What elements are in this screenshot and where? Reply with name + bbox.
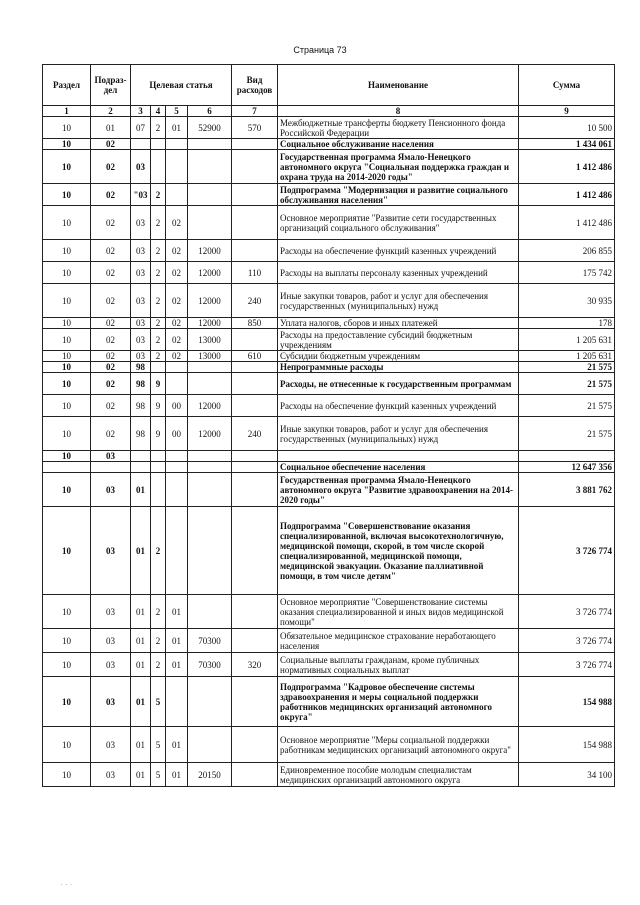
- table-row: [43, 417, 615, 451]
- program-code-cell: 01: [131, 507, 151, 595]
- event-code-cell: 01: [166, 629, 188, 653]
- expense-type-cell: [232, 473, 278, 507]
- name-cell: Подпрограмма "Совершенствование оказания специализированной, включая высокотехнологичную, медицинской помощи, скорой, в том числе скорой специализированной, медицинской помощи, медицинской эвакуации. Оказание паллиативной помощи, в том числе детям": [278, 507, 519, 595]
- event-code-cell: 01: [166, 763, 188, 787]
- razdel-cell: 10: [43, 284, 91, 318]
- header-row: [43, 65, 615, 106]
- table-row: [43, 629, 615, 653]
- col-number: 2: [91, 106, 131, 117]
- direction-code-cell: [188, 507, 232, 595]
- table-row: [43, 206, 615, 240]
- name-cell: Социальное обслуживание населения: [278, 139, 519, 150]
- direction-code-cell: [188, 139, 232, 150]
- podrazdel-cell: 03: [91, 595, 131, 629]
- table-row: [43, 329, 615, 351]
- subprogram-code-cell: [151, 473, 166, 507]
- header-celevaya-statya: Целевая статья: [131, 65, 232, 106]
- direction-code-cell: [188, 150, 232, 184]
- event-code-cell: [166, 184, 188, 206]
- table-row: [43, 595, 615, 629]
- razdel-cell: [43, 462, 91, 473]
- podrazdel-cell: 02: [91, 351, 131, 362]
- direction-code-cell: [188, 595, 232, 629]
- table-row: [43, 139, 615, 150]
- event-code-cell: [166, 150, 188, 184]
- event-code-cell: [166, 462, 188, 473]
- razdel-cell: 10: [43, 240, 91, 262]
- name-cell: Субсидии бюджетным учреждениям: [278, 351, 519, 362]
- event-code-cell: 01: [166, 653, 188, 677]
- name-cell: Социальное обеспечение населения: [278, 462, 519, 473]
- direction-code-cell: [188, 362, 232, 373]
- podrazdel-cell: 02: [91, 417, 131, 451]
- event-code-cell: 02: [166, 318, 188, 329]
- subprogram-code-cell: 2: [151, 318, 166, 329]
- direction-code-cell: 70300: [188, 653, 232, 677]
- subprogram-code-cell: 2: [151, 206, 166, 240]
- subprogram-code-cell: 2: [151, 240, 166, 262]
- subprogram-code-cell: 2: [151, 351, 166, 362]
- table-row: [43, 150, 615, 184]
- event-code-cell: 00: [166, 395, 188, 417]
- razdel-cell: 10: [43, 629, 91, 653]
- podrazdel-cell: 03: [91, 473, 131, 507]
- table-row: [43, 262, 615, 284]
- podrazdel-cell: 03: [91, 629, 131, 653]
- razdel-cell: 10: [43, 329, 91, 351]
- sum-cell: 1 205 631: [519, 329, 615, 351]
- subprogram-code-cell: [151, 150, 166, 184]
- expense-type-cell: [232, 462, 278, 473]
- direction-code-cell: 13000: [188, 329, 232, 351]
- subprogram-code-cell: 9: [151, 395, 166, 417]
- program-code-cell: 03: [131, 329, 151, 351]
- sum-cell: 3 726 774: [519, 507, 615, 595]
- direction-code-cell: [188, 206, 232, 240]
- col-number: 7: [232, 106, 278, 117]
- table-row: [43, 362, 615, 373]
- sum-cell: 34 100: [519, 763, 615, 787]
- col-number: 4: [151, 106, 166, 117]
- header-naimenovanie: Наименование: [278, 65, 519, 106]
- razdel-cell: 10: [43, 117, 91, 139]
- program-code-cell: 98: [131, 362, 151, 373]
- name-cell: Непрограммные расходы: [278, 362, 519, 373]
- sum-cell: 178: [519, 318, 615, 329]
- name-cell: Расходы на обеспечение функций казенных учреждений: [278, 240, 519, 262]
- subprogram-code-cell: 2: [151, 284, 166, 318]
- subprogram-code-cell: 2: [151, 595, 166, 629]
- program-code-cell: [131, 139, 151, 150]
- program-code-cell: 01: [131, 763, 151, 787]
- podrazdel-cell: 03: [91, 763, 131, 787]
- expense-type-cell: 240: [232, 284, 278, 318]
- expense-type-cell: [232, 727, 278, 763]
- name-cell: Иные закупки товаров, работ и услуг для обеспечения государственных (муниципальных) нужд: [278, 284, 519, 318]
- expense-type-cell: [232, 507, 278, 595]
- sum-cell: 12 647 356: [519, 462, 615, 473]
- podrazdel-cell: 02: [91, 139, 131, 150]
- event-code-cell: 02: [166, 240, 188, 262]
- table-row: [43, 462, 615, 473]
- event-code-cell: 02: [166, 351, 188, 362]
- podrazdel-cell: 02: [91, 395, 131, 417]
- razdel-cell: 10: [43, 318, 91, 329]
- table-row: [43, 473, 615, 507]
- direction-code-cell: 12000: [188, 417, 232, 451]
- table-row: [43, 763, 615, 787]
- razdel-cell: 10: [43, 139, 91, 150]
- event-code-cell: 01: [166, 117, 188, 139]
- table-row: [43, 677, 615, 727]
- event-code-cell: [166, 473, 188, 507]
- subprogram-code-cell: 2: [151, 329, 166, 351]
- podrazdel-cell: 02: [91, 329, 131, 351]
- expense-type-cell: [232, 150, 278, 184]
- subprogram-code-cell: [151, 451, 166, 462]
- sum-cell: 21 575: [519, 417, 615, 451]
- table-row: [43, 507, 615, 595]
- razdel-cell: 10: [43, 653, 91, 677]
- sum-cell: 21 575: [519, 395, 615, 417]
- direction-code-cell: 13000: [188, 351, 232, 362]
- podrazdel-cell: 02: [91, 206, 131, 240]
- direction-code-cell: 12000: [188, 284, 232, 318]
- name-cell: Межбюджетные трансферты бюджету Пенсионного фонда Российской Федерации: [278, 117, 519, 139]
- razdel-cell: 10: [43, 206, 91, 240]
- event-code-cell: 02: [166, 329, 188, 351]
- expense-type-cell: 110: [232, 262, 278, 284]
- podrazdel-cell: 03: [91, 727, 131, 763]
- direction-code-cell: [188, 473, 232, 507]
- podrazdel-cell: 02: [91, 373, 131, 395]
- expense-type-cell: [232, 184, 278, 206]
- subprogram-code-cell: 2: [151, 262, 166, 284]
- direction-code-cell: 12000: [188, 262, 232, 284]
- program-code-cell: 98: [131, 395, 151, 417]
- podrazdel-cell: 02: [91, 284, 131, 318]
- expense-type-cell: [232, 677, 278, 727]
- expense-type-cell: 240: [232, 417, 278, 451]
- name-cell: Расходы на предоставление субсидий бюджетным учреждениям: [278, 329, 519, 351]
- program-code-cell: 03: [131, 284, 151, 318]
- event-code-cell: [166, 451, 188, 462]
- col-number: 1: [43, 106, 91, 117]
- event-code-cell: [166, 677, 188, 727]
- name-cell: Расходы на обеспечение функций казенных учреждений: [278, 395, 519, 417]
- razdel-cell: 10: [43, 395, 91, 417]
- expense-type-cell: [232, 240, 278, 262]
- expense-type-cell: [232, 595, 278, 629]
- table-row: [43, 318, 615, 329]
- subprogram-code-cell: 5: [151, 763, 166, 787]
- razdel-cell: 10: [43, 362, 91, 373]
- expense-type-cell: 320: [232, 653, 278, 677]
- col-number: 3: [131, 106, 151, 117]
- expense-type-cell: [232, 362, 278, 373]
- sum-cell: [519, 451, 615, 462]
- podrazdel-cell: 02: [91, 262, 131, 284]
- expense-type-cell: [232, 373, 278, 395]
- name-cell: Уплата налогов, сборов и иных платежей: [278, 318, 519, 329]
- podrazdel-cell: 02: [91, 184, 131, 206]
- event-code-cell: [166, 373, 188, 395]
- direction-code-cell: [188, 462, 232, 473]
- subprogram-code-cell: 2: [151, 653, 166, 677]
- subprogram-code-cell: 2: [151, 117, 166, 139]
- expense-type-cell: [232, 329, 278, 351]
- name-cell: Основное мероприятие "Развитие сети государственных организаций социального обслуживания": [278, 206, 519, 240]
- direction-code-cell: 12000: [188, 395, 232, 417]
- program-code-cell: 98: [131, 373, 151, 395]
- event-code-cell: [166, 362, 188, 373]
- subprogram-code-cell: 2: [151, 507, 166, 595]
- expense-type-cell: [232, 206, 278, 240]
- page-number: Страница 73: [293, 45, 347, 55]
- razdel-cell: 10: [43, 150, 91, 184]
- sum-cell: 21 575: [519, 362, 615, 373]
- expense-type-cell: 570: [232, 117, 278, 139]
- program-code-cell: 03: [131, 150, 151, 184]
- table-row: [43, 451, 615, 462]
- name-cell: Государственная программа Ямало-Ненецкого автономного округа "Социальная поддержка граждан и охрана труда на 2014-2020 годы": [278, 150, 519, 184]
- col-number: 8: [278, 106, 519, 117]
- budget-table: [42, 64, 615, 787]
- razdel-cell: 10: [43, 507, 91, 595]
- program-code-cell: 01: [131, 473, 151, 507]
- subprogram-code-cell: 9: [151, 417, 166, 451]
- direction-code-cell: [188, 184, 232, 206]
- razdel-cell: 10: [43, 373, 91, 395]
- razdel-cell: 10: [43, 184, 91, 206]
- event-code-cell: [166, 507, 188, 595]
- podrazdel-cell: 03: [91, 653, 131, 677]
- subprogram-code-cell: 5: [151, 727, 166, 763]
- expense-type-cell: [232, 451, 278, 462]
- event-code-cell: 02: [166, 284, 188, 318]
- expense-type-cell: [232, 139, 278, 150]
- razdel-cell: 10: [43, 262, 91, 284]
- podrazdel-cell: 03: [91, 677, 131, 727]
- podrazdel-cell: 03: [91, 451, 131, 462]
- direction-code-cell: [188, 373, 232, 395]
- razdel-cell: 10: [43, 677, 91, 727]
- table-row: [43, 351, 615, 362]
- program-code-cell: "03: [131, 184, 151, 206]
- program-code-cell: 01: [131, 595, 151, 629]
- sum-cell: 175 742: [519, 262, 615, 284]
- direction-code-cell: 52900: [188, 117, 232, 139]
- direction-code-cell: 12000: [188, 318, 232, 329]
- sum-cell: 206 855: [519, 240, 615, 262]
- subprogram-code-cell: 9: [151, 373, 166, 395]
- direction-code-cell: [188, 677, 232, 727]
- razdel-cell: 10: [43, 727, 91, 763]
- program-code-cell: [131, 462, 151, 473]
- sum-cell: 1 412 486: [519, 206, 615, 240]
- program-code-cell: 03: [131, 206, 151, 240]
- direction-code-cell: [188, 727, 232, 763]
- table-row: [43, 284, 615, 318]
- program-code-cell: 98: [131, 417, 151, 451]
- expense-type-cell: [232, 763, 278, 787]
- podrazdel-cell: 02: [91, 362, 131, 373]
- expense-type-cell: 850: [232, 318, 278, 329]
- program-code-cell: 07: [131, 117, 151, 139]
- name-cell: Социальные выплаты гражданам, кроме публичных нормативных социальных выплат: [278, 653, 519, 677]
- column-number-row: [43, 106, 615, 117]
- event-code-cell: [166, 139, 188, 150]
- expense-type-cell: [232, 395, 278, 417]
- sum-cell: 1 434 061: [519, 139, 615, 150]
- header-podrazdel: Подраз-дел: [91, 65, 131, 106]
- name-cell: Расходы, не отнесенные к государственным программам: [278, 373, 519, 395]
- sum-cell: 1 412 486: [519, 150, 615, 184]
- sum-cell: 3 881 762: [519, 473, 615, 507]
- razdel-cell: 10: [43, 451, 91, 462]
- razdel-cell: 10: [43, 351, 91, 362]
- podrazdel-cell: 03: [91, 507, 131, 595]
- table-row: [43, 240, 615, 262]
- program-code-cell: 01: [131, 653, 151, 677]
- event-code-cell: 02: [166, 262, 188, 284]
- header-razdel: Раздел: [43, 65, 91, 106]
- sum-cell: 10 500: [519, 117, 615, 139]
- event-code-cell: 01: [166, 595, 188, 629]
- subprogram-code-cell: 2: [151, 629, 166, 653]
- podrazdel-cell: 02: [91, 150, 131, 184]
- table-row: [43, 395, 615, 417]
- program-code-cell: [131, 451, 151, 462]
- name-cell: [278, 451, 519, 462]
- header-vid-rashodov: Вид расходов: [232, 65, 278, 106]
- razdel-cell: 10: [43, 763, 91, 787]
- col-number: 9: [519, 106, 615, 117]
- sum-cell: 3 726 774: [519, 595, 615, 629]
- col-number: 6: [188, 106, 232, 117]
- direction-code-cell: 20150: [188, 763, 232, 787]
- sum-cell: 21 575: [519, 373, 615, 395]
- name-cell: Основное мероприятие "Совершенствование системы оказания специализированной и иных видов медицинской помощи": [278, 595, 519, 629]
- razdel-cell: 10: [43, 595, 91, 629]
- razdel-cell: 10: [43, 417, 91, 451]
- name-cell: Государственная программа Ямало-Ненецкого автономного округа "Развитие здравоохранения на 2014-2020 годы": [278, 473, 519, 507]
- table-body: [43, 117, 615, 787]
- program-code-cell: 01: [131, 629, 151, 653]
- podrazdel-cell: 02: [91, 240, 131, 262]
- sum-cell: 3 726 774: [519, 629, 615, 653]
- event-code-cell: 00: [166, 417, 188, 451]
- subprogram-code-cell: [151, 462, 166, 473]
- program-code-cell: 01: [131, 677, 151, 727]
- col-number: 5: [166, 106, 188, 117]
- name-cell: Единовременное пособие молодым специалистам медицинских организаций автономного округа: [278, 763, 519, 787]
- name-cell: Подпрограмма "Кадровое обеспечение системы здравоохранения и меры социальной поддержки работников медицинских организаций автономного округа": [278, 677, 519, 727]
- direction-code-cell: [188, 451, 232, 462]
- scan-mark: · · ·: [60, 880, 73, 889]
- event-code-cell: 02: [166, 206, 188, 240]
- program-code-cell: 03: [131, 240, 151, 262]
- podrazdel-cell: 02: [91, 318, 131, 329]
- podrazdel-cell: 01: [91, 117, 131, 139]
- name-cell: Обязательное медицинское страхование неработающего населения: [278, 629, 519, 653]
- sum-cell: 154 988: [519, 677, 615, 727]
- razdel-cell: 10: [43, 473, 91, 507]
- table-row: [43, 653, 615, 677]
- podrazdel-cell: [91, 462, 131, 473]
- program-code-cell: 03: [131, 318, 151, 329]
- sum-cell: 1 412 486: [519, 184, 615, 206]
- program-code-cell: 01: [131, 727, 151, 763]
- subprogram-code-cell: 2: [151, 184, 166, 206]
- header-summa: Сумма: [519, 65, 615, 106]
- sum-cell: 1 205 631: [519, 351, 615, 362]
- name-cell: Подпрограмма "Модернизация и развитие социального обслуживания населения": [278, 184, 519, 206]
- name-cell: Иные закупки товаров, работ и услуг для обеспечения государственных (муниципальных) нужд: [278, 417, 519, 451]
- sum-cell: 30 935: [519, 284, 615, 318]
- name-cell: Расходы на выплаты персоналу казенных учреждений: [278, 262, 519, 284]
- subprogram-code-cell: 5: [151, 677, 166, 727]
- table-row: [43, 117, 615, 139]
- name-cell: Основное мероприятие "Меры социальной поддержки работникам медицинских организаций автономного округа": [278, 727, 519, 763]
- sum-cell: 3 726 774: [519, 653, 615, 677]
- expense-type-cell: 610: [232, 351, 278, 362]
- sum-cell: 154 988: [519, 727, 615, 763]
- program-code-cell: 03: [131, 262, 151, 284]
- subprogram-code-cell: [151, 362, 166, 373]
- subprogram-code-cell: [151, 139, 166, 150]
- direction-code-cell: 70300: [188, 629, 232, 653]
- table-row: [43, 373, 615, 395]
- direction-code-cell: 12000: [188, 240, 232, 262]
- program-code-cell: 03: [131, 351, 151, 362]
- event-code-cell: 01: [166, 727, 188, 763]
- expense-type-cell: [232, 629, 278, 653]
- table-row: [43, 727, 615, 763]
- table-row: [43, 184, 615, 206]
